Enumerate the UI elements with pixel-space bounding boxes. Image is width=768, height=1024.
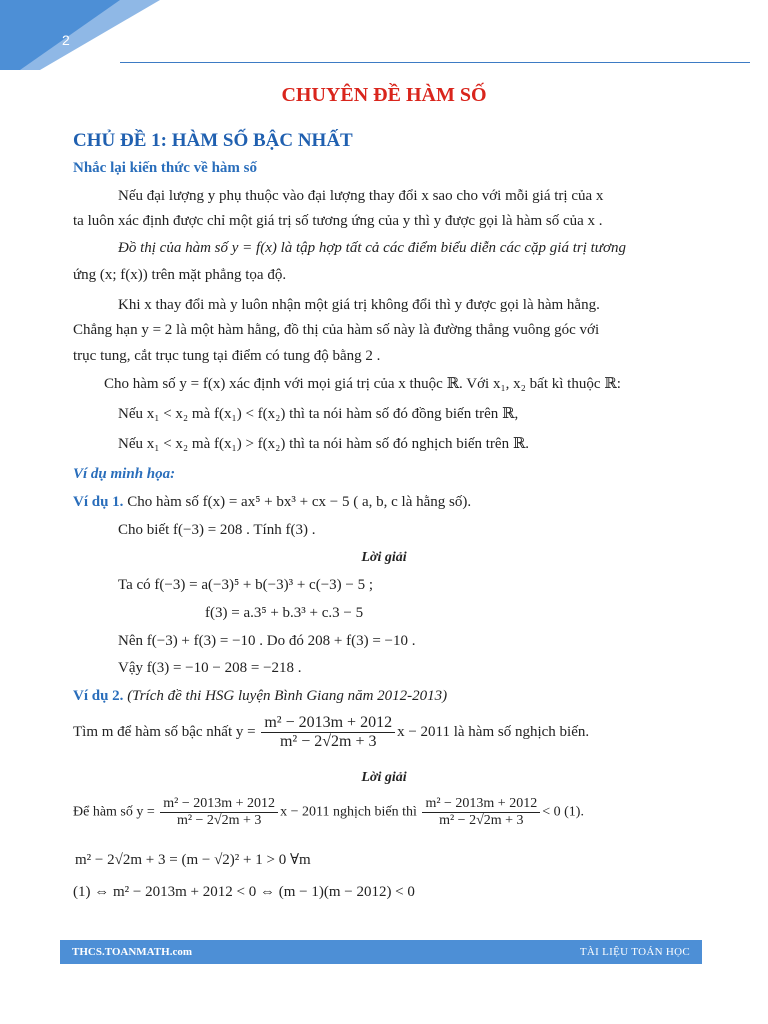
example-2-step-3: (1) ⇔ m² − 2013m + 2012 < 0 ⇔ (m − 1)(m − 2012) < 0 [73, 884, 415, 900]
text-line-4: ứng (x; f(x)) trên mặt phẳng tọa độ. [73, 267, 287, 283]
header-corner-graphic [0, 0, 160, 70]
document-title: CHUYÊN ĐỀ HÀM SỐ [281, 84, 487, 106]
example-1-step-4: Vậy f(3) = −10 − 208 = −218 . [118, 660, 302, 676]
example-1-given: Cho biết f(−3) = 208 . Tính f(3) . [118, 522, 316, 538]
text-line-8: Cho hàm số y = f(x) xác định với mọi giá trị của x thuộc ℝ. Với x₁, x₂ bất kì thuộc ℝ: [104, 376, 621, 392]
fraction-denominator: m² − 2√2m + 3 [439, 813, 524, 828]
example-2 [73, 688, 447, 705]
fraction-numerator: m² − 2013m + 2012 [261, 714, 395, 733]
text-line-3: Đồ thị của hàm số y = f(x) là tập hợp tất cả các điểm biểu diễn các cặp giá trị tương [118, 240, 626, 256]
examples-heading: Ví dụ minh họa: [73, 466, 176, 482]
subsection-heading: Nhắc lại kiến thức về hàm số [73, 160, 258, 176]
text-line-7: trục tung, cắt trục tung tại điểm có tung độ bằng 2 . [73, 348, 381, 364]
example-1-text: Cho hàm số f(x) = ax⁵ + bx³ + cx − 5 ( a, b, c là hằng số). [123, 494, 472, 510]
text-line-6: Chẳng hạn y = 2 là một hàm hằng, đồ thị của hàm số này là đường thẳng vuông góc với [73, 322, 600, 338]
header-rule [120, 62, 750, 63]
footer-label: TÀI LIỆU TOÁN HỌC [579, 946, 690, 958]
example-1-step-3: Nên f(−3) + f(3) = −10 . Do đó 208 + f(3) = −10 . [118, 633, 416, 649]
fraction-numerator: m² − 2013m + 2012 [422, 796, 540, 813]
footer-site-link[interactable]: THCS.TOANMATH.com [72, 946, 192, 958]
step-1-prefix: Để hàm số y = [73, 804, 159, 820]
text-line-10: Nếu x₁ < x₂ mà f(x₁) > f(x₂) thì ta nói hàm số đó nghịch biến trên ℝ. [118, 436, 530, 452]
solution-label-1: Lời giải [361, 550, 407, 565]
example-1 [73, 494, 471, 511]
footer-bar [60, 940, 702, 964]
step-1-suffix: < 0 (1). [542, 804, 584, 820]
step-1-fraction-b [422, 796, 540, 829]
page-number: 2 [62, 32, 70, 48]
example-2-step-1 [73, 796, 584, 829]
fraction-numerator: m² − 2013m + 2012 [160, 796, 278, 813]
example-1-step-2: f(3) = a.3⁵ + b.3³ + c.3 − 5 [205, 605, 364, 621]
example-1-step-1: Ta có f(−3) = a(−3)⁵ + b(−3)³ + c(−3) − 5 ; [118, 577, 374, 593]
example-2-source: (Trích đề thi HSG luyện Bình Giang năm 2012-2013) [123, 688, 448, 704]
text-line-5: Khi x thay đổi mà y luôn nhận một giá trị không đổi thì y được gọi là hàm hằng. [118, 297, 600, 313]
example-2-label: Ví dụ 2. [73, 688, 124, 704]
example-2-step-2: m² − 2√2m + 3 = (m − √2)² + 1 > 0 ∀m [75, 852, 311, 868]
text-line-1: Nếu đại lượng y phụ thuộc vào đại lượng thay đổi x sao cho với mỗi giá trị của x [118, 188, 604, 204]
fraction-denominator: m² − 2√2m + 3 [176, 813, 262, 828]
section-heading: CHỦ ĐỀ 1: HÀM SỐ BẬC NHẤT [73, 130, 353, 151]
question-prefix: Tìm m để hàm số bậc nhất y = [73, 723, 260, 740]
text-line-2: ta luôn xác định được chỉ một giá trị số tương ứng của y thì y được gọi là hàm số của x . [73, 213, 603, 229]
fraction-denominator: m² − 2√2m + 3 [279, 733, 377, 750]
question-suffix: x − 2011 là hàm số nghịch biến. [397, 723, 590, 740]
text-line-9: Nếu x₁ < x₂ mà f(x₁) < f(x₂) thì ta nói hàm số đó đồng biến trên ℝ, [118, 406, 519, 422]
question-fraction [261, 714, 395, 751]
step-1-fraction-a [160, 796, 278, 829]
step-1-mid: x − 2011 nghịch biến thì [280, 804, 421, 820]
solution-label-2: Lời giải [361, 770, 407, 785]
example-1-label: Ví dụ 1. [73, 494, 124, 510]
example-2-question [73, 714, 589, 751]
